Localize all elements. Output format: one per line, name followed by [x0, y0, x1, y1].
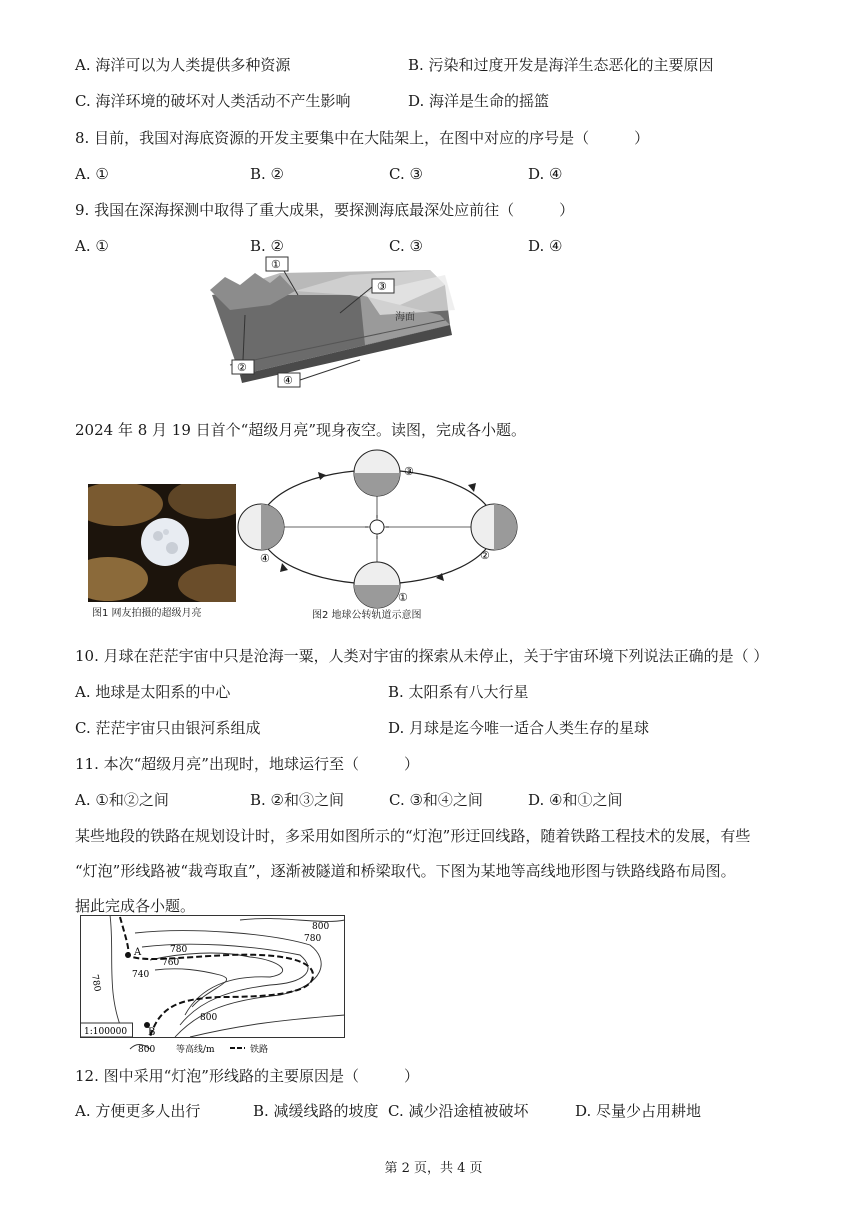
rail-intro-line-2: “灯泡”形线路被“裁弯取直”，逐渐被隧道和桥梁取代。下图为某地等高线地形图与铁路线路布局图。	[75, 862, 736, 880]
contour-label-780-top: 780	[304, 934, 322, 944]
contour-label-800: 800	[200, 1013, 218, 1023]
contour-label-760: 760	[162, 958, 180, 968]
q8-option-b: B. ②	[250, 165, 285, 183]
rail-intro-line-3: 据此完成各小题。	[75, 897, 196, 915]
q10-option-b: B. 太阳系有八大行星	[388, 683, 529, 701]
q12-option-a: A. 方便更多人出行	[75, 1102, 201, 1120]
q11-option-d: D. ④和①之间	[528, 791, 623, 809]
earth-left	[238, 504, 284, 550]
earth-right	[471, 504, 517, 550]
q9-option-b: B. ②	[250, 237, 285, 255]
q10-option-c: C. 茫茫宇宙只由银河系组成	[75, 719, 261, 737]
q10-stem: 10. 月球在茫茫宇宙中只是沧海一粟，人类对宇宙的探索从未停止，关于宇宙环境下列说法正确的是（ ）	[75, 647, 769, 665]
legend-contour-label: 等高线/m	[176, 1045, 215, 1055]
sea-surface-label: 海面	[395, 312, 415, 323]
earth-bottom	[354, 562, 400, 608]
q9-option-c: C. ③	[389, 237, 423, 255]
orbit-label-2: ②	[480, 549, 490, 562]
fig1-caption: 图1 网友拍摄的超级月亮	[92, 608, 202, 619]
q9-option-a: A. ①	[75, 237, 109, 255]
q11-option-a: A. ①和②之间	[75, 791, 169, 809]
q8-option-d: D. ④	[528, 165, 563, 183]
q8-stem: 8. 目前，我国对海底资源的开发主要集中在大陆架上，在图中对应的序号是（ ）	[75, 129, 650, 147]
seafloor-label-2: ②	[237, 361, 247, 374]
legend-contour-value: 800	[138, 1045, 156, 1055]
q7-option-d: D. 海洋是生命的摇篮	[408, 92, 550, 110]
map-scale: 1:100000	[84, 1027, 128, 1037]
q10-option-d: D. 月球是迄今唯一适合人类生存的星球	[388, 719, 650, 737]
seafloor-label-1: ①	[271, 258, 281, 271]
q7-option-b: B. 污染和过度开发是海洋生态恶化的主要原因	[408, 56, 714, 74]
q11-option-c: C. ③和④之间	[389, 791, 483, 809]
earth-top	[354, 450, 400, 496]
page-footer: 第 2 页，共 4 页	[384, 1161, 483, 1176]
orbit-label-4: ④	[260, 552, 270, 565]
point-a-label: A	[134, 947, 142, 958]
seafloor-label-4: ④	[283, 374, 293, 387]
q8-option-c: C. ③	[389, 165, 423, 183]
point-b-label: B	[148, 1027, 156, 1038]
supermoon-photo	[88, 484, 236, 602]
seafloor-label-3: ③	[377, 280, 387, 293]
q12-option-d: D. 尽量少占用耕地	[575, 1102, 702, 1120]
q11-stem: 11. 本次“超级月亮”出现时，地球运行至（ ）	[75, 755, 419, 773]
contour-label-780: 780	[170, 945, 188, 955]
q11-option-b: B. ②和③之间	[250, 791, 345, 809]
orbit-label-3: ③	[404, 465, 414, 478]
contour-map	[80, 915, 346, 1055]
q7-option-a: A. 海洋可以为人类提供多种资源	[75, 56, 291, 74]
legend-rail-label: 铁路	[250, 1045, 269, 1055]
q12-option-b: B. 减缓线路的坡度	[253, 1102, 379, 1120]
orbit-label-1: ①	[398, 591, 408, 604]
rail-intro-line-1: 某些地段的铁路在规划设计时，多采用如图所示的“灯泡”形迂回线路，随着铁路工程技术的发展，有些	[75, 827, 751, 845]
fig2-caption: 图2 地球公转轨道示意图	[312, 610, 422, 621]
contour-label-740: 740	[132, 970, 150, 980]
moon-intro: 2024 年 8 月 19 日首个“超级月亮”现身夜空。读图，完成各小题。	[75, 421, 526, 439]
q9-stem: 9. 我国在深海探测中取得了重大成果，要探测海底最深处应前往（ ）	[75, 201, 575, 219]
q12-stem: 12. 图中采用“灯泡”形线路的主要原因是（ ）	[75, 1067, 419, 1085]
q9-option-d: D. ④	[528, 237, 563, 255]
seafloor-diagram	[200, 255, 460, 395]
orbit-diagram	[236, 445, 526, 610]
q12-option-c: C. 减少沿途植被破坏	[388, 1102, 529, 1120]
q8-option-a: A. ①	[75, 165, 109, 183]
q10-option-a: A. 地球是太阳系的中心	[75, 683, 231, 701]
q7-option-c: C. 海洋环境的破坏对人类活动不产生影响	[75, 92, 351, 110]
contour-label-780-left: 780	[89, 973, 102, 993]
contour-label-800-top: 800	[312, 922, 330, 932]
